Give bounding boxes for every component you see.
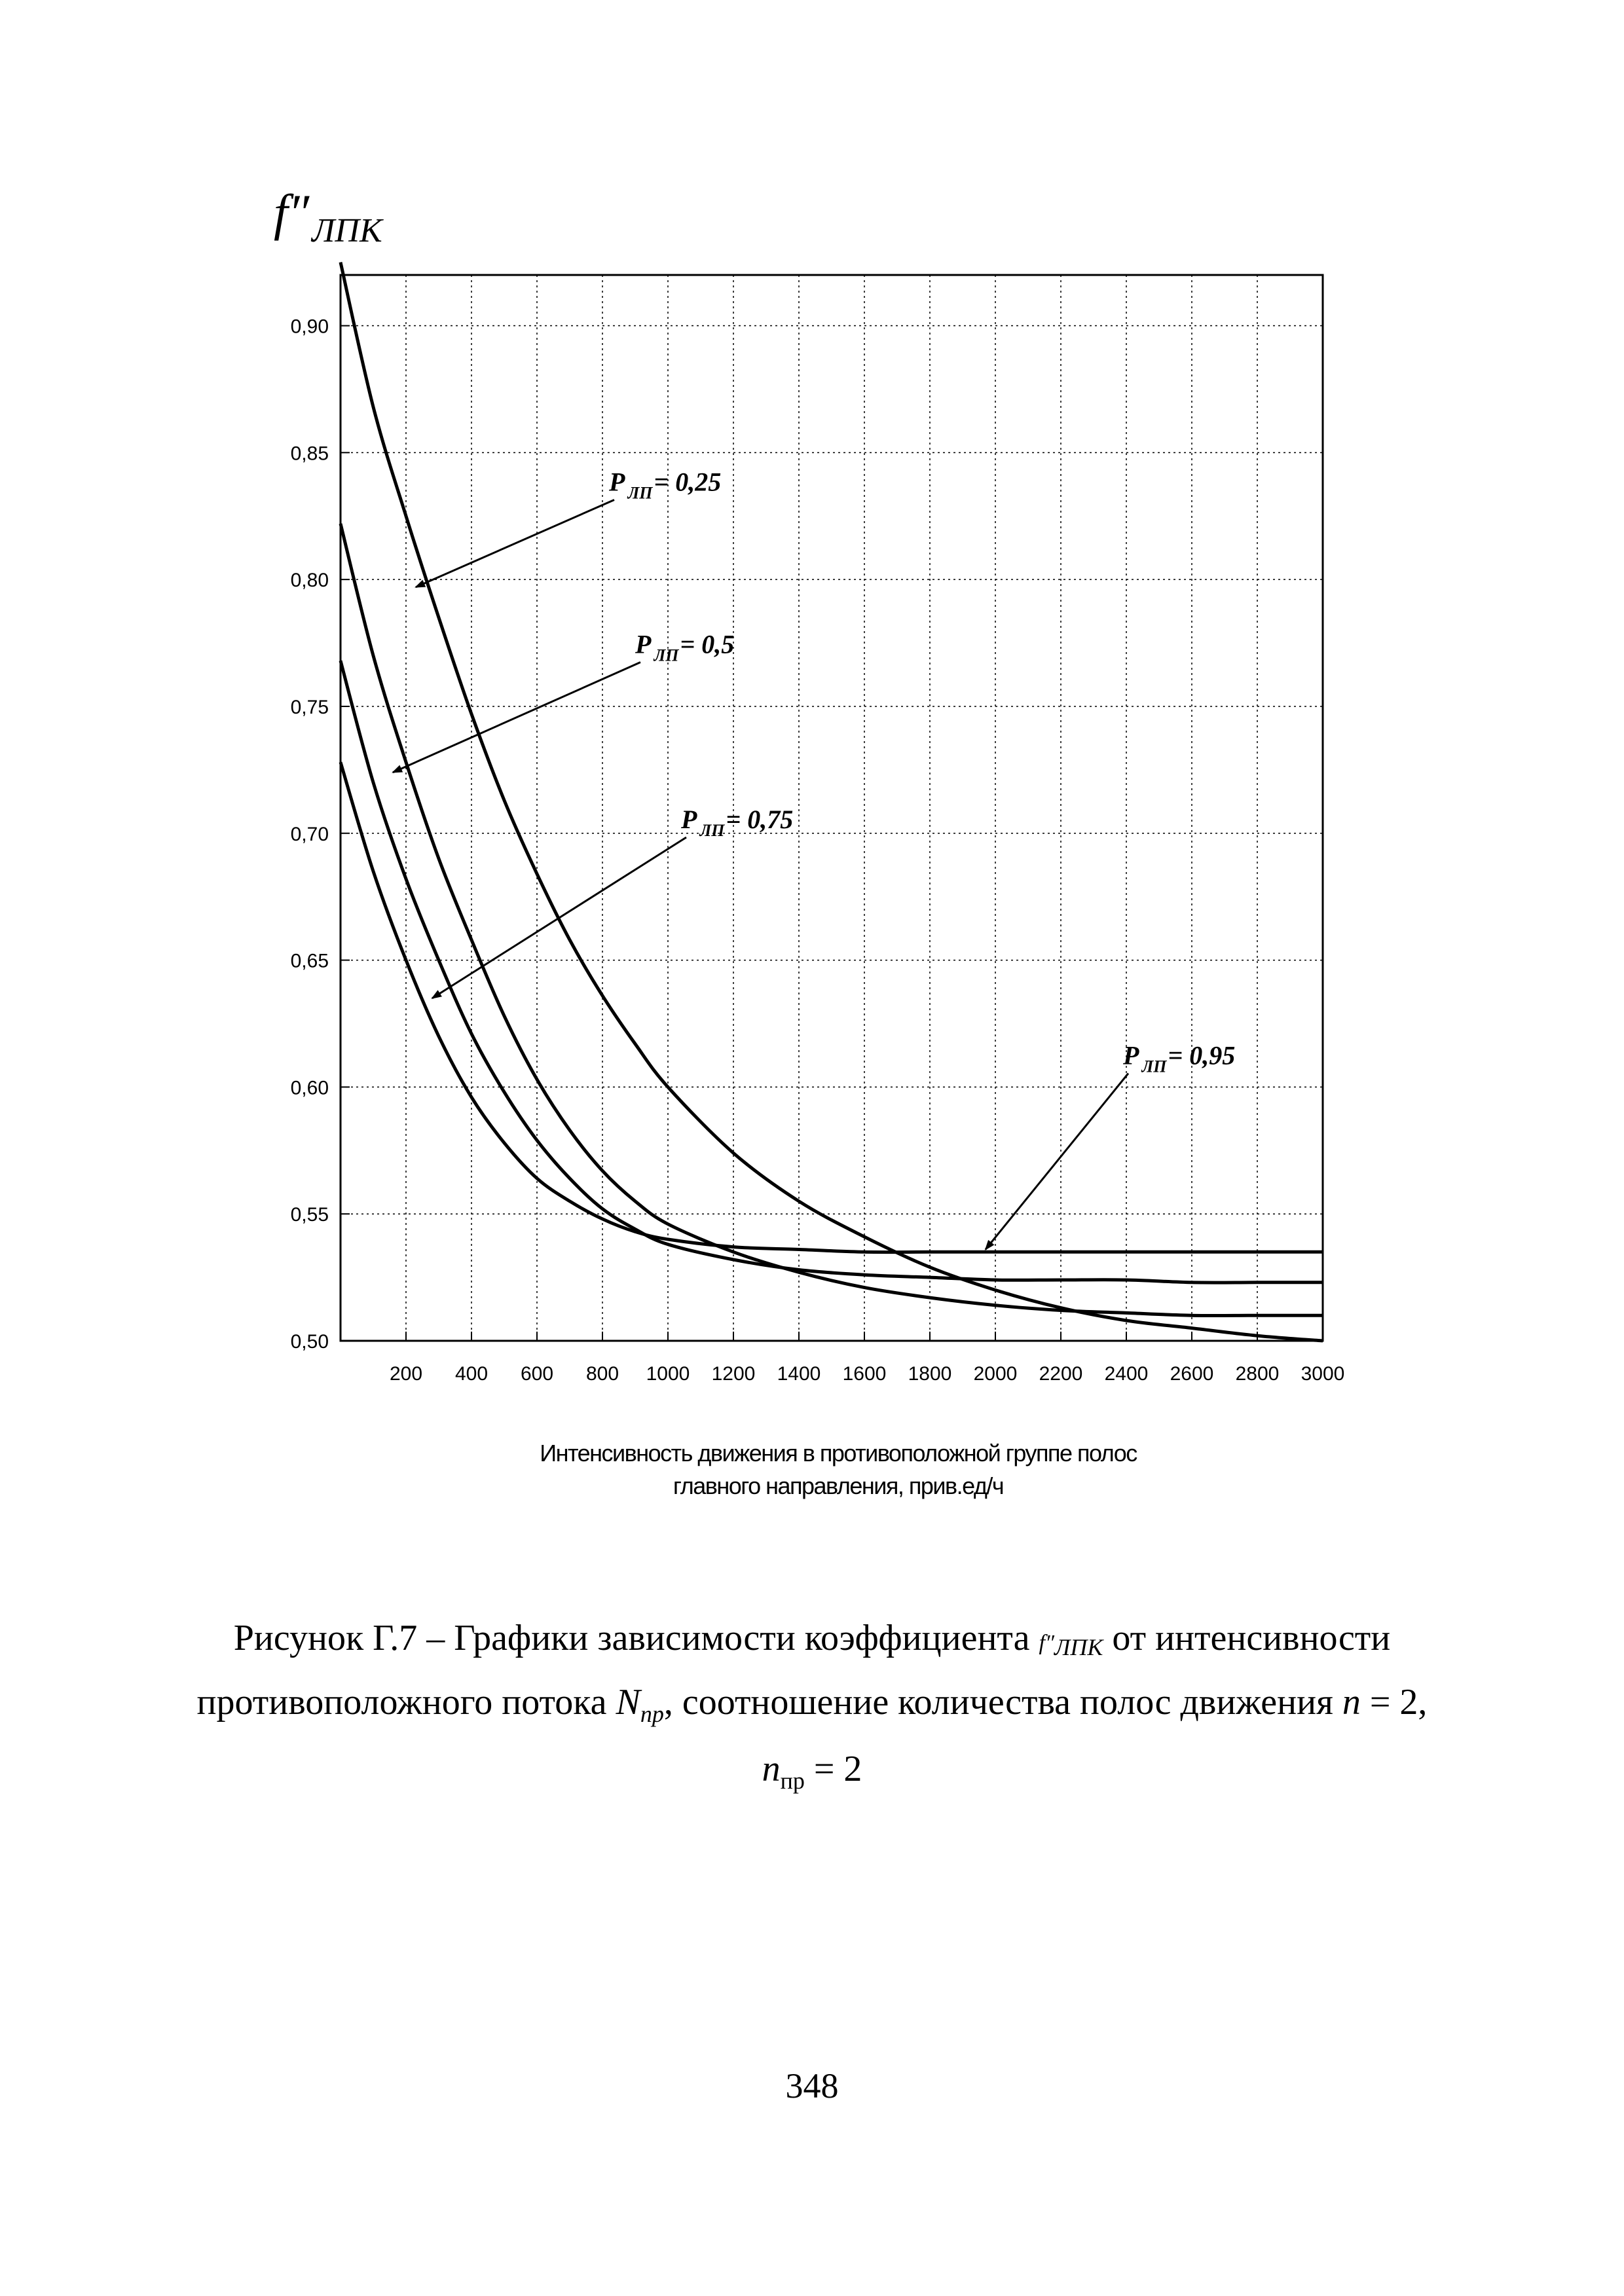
caption-line2-suffix: , соотношение количества полос движения	[663, 1681, 1333, 1722]
series-line-2	[341, 524, 1323, 1316]
annotation-value: = 0,25	[654, 467, 722, 497]
x-tick-label: 2800	[1235, 1363, 1280, 1385]
npr-subscript: пр	[780, 1768, 805, 1795]
npr-symbol: n	[762, 1748, 781, 1789]
x-tick-label: 800	[585, 1363, 619, 1385]
annotation-value: = 0,5	[680, 629, 735, 659]
annotation-label-3	[680, 805, 793, 840]
grid	[341, 275, 1323, 1341]
series-line-4	[341, 762, 1323, 1252]
x-tick-label: 2200	[1039, 1363, 1083, 1385]
annotation-value: = 0,95	[1168, 1040, 1236, 1070]
axis-ticks	[291, 316, 1345, 1385]
y-tick-label: 0,55	[290, 1204, 329, 1226]
y-tick-label: 0,70	[290, 823, 329, 845]
series-line-1	[341, 263, 1323, 1341]
caption-line2-prefix: противоположного потока	[196, 1681, 607, 1722]
n-value: = 2,	[1360, 1681, 1428, 1722]
x-tick-label: 1800	[908, 1363, 952, 1385]
annotation-arrow	[986, 1073, 1128, 1249]
annotation-symbol: P	[635, 629, 652, 659]
x-axis-label	[419, 1437, 1257, 1503]
figure-caption	[118, 1611, 1506, 1808]
coef-subscript: ЛПК	[1054, 1633, 1103, 1660]
annotation-subscript: ЛП	[699, 821, 725, 841]
x-tick-label: 1600	[842, 1363, 887, 1385]
annotation-symbol: P	[1123, 1040, 1139, 1070]
flow-symbol-letter: N	[616, 1681, 640, 1722]
annotation-subscript: ЛП	[654, 646, 679, 665]
annotation-symbol: P	[609, 467, 625, 497]
annotation-value: = 0,75	[726, 805, 794, 835]
x-axis-label-line2: главного направления, прив.ед/ч	[673, 1472, 1004, 1499]
annotation-label-4	[1122, 1040, 1235, 1076]
flow-symbol	[616, 1681, 664, 1727]
x-tick-label: 2400	[1104, 1363, 1149, 1385]
y-tick-label: 0,65	[290, 950, 329, 972]
x-tick-label: 600	[520, 1363, 554, 1385]
caption-line1	[118, 1611, 1506, 1675]
x-tick-label: 2600	[1170, 1363, 1214, 1385]
x-tick-label: 400	[454, 1363, 489, 1385]
n-symbol: n	[1342, 1681, 1361, 1722]
annotation-subscript: ЛП	[1141, 1057, 1167, 1076]
x-tick-label: 1000	[646, 1363, 690, 1385]
annotation-symbol: P	[681, 805, 697, 835]
annotations	[393, 467, 1235, 1249]
y-tick-label: 0,90	[290, 316, 329, 338]
y-tick-label: 0,80	[290, 570, 329, 592]
y-tick-label: 0,75	[290, 696, 329, 718]
y-tick-label: 0,60	[290, 1077, 329, 1099]
flow-subscript: пр	[640, 1700, 664, 1727]
caption-line3	[118, 1741, 1506, 1808]
y-tick-label: 0,85	[290, 443, 329, 465]
plot-frame	[341, 275, 1323, 1341]
x-tick-label: 2000	[973, 1363, 1018, 1385]
series-lines	[341, 263, 1323, 1341]
annotation-label-2	[635, 630, 734, 665]
x-tick-label: 1200	[711, 1363, 756, 1385]
x-axis-label-line1: Интенсивность движения в противоположной группе полос	[540, 1440, 1137, 1467]
annotation-subscript: ЛП	[627, 483, 653, 503]
y-axis-subscript: ЛПК	[312, 212, 382, 249]
caption-line1-prefix: Рисунок Г.7 – Графики зависимости коэффициента	[233, 1618, 1030, 1658]
annotation-arrow	[393, 663, 640, 773]
page-number: 348	[785, 2066, 839, 2105]
caption-coef-symbol	[1039, 1631, 1103, 1660]
y-axis-symbol: f″	[274, 184, 310, 241]
coef-symbol: f″	[1039, 1631, 1055, 1655]
caption-line1-suffix: от интенсивности	[1112, 1618, 1391, 1658]
x-tick-label: 3000	[1301, 1363, 1345, 1385]
annotation-arrow	[416, 500, 614, 587]
annotation-arrow	[432, 837, 686, 998]
y-tick-label: 0,50	[290, 1331, 329, 1353]
x-tick-label: 1400	[777, 1363, 821, 1385]
annotation-label-1	[608, 467, 721, 502]
npr-value: = 2	[804, 1748, 862, 1789]
x-tick-label: 200	[389, 1363, 423, 1385]
caption-line2	[118, 1675, 1506, 1741]
